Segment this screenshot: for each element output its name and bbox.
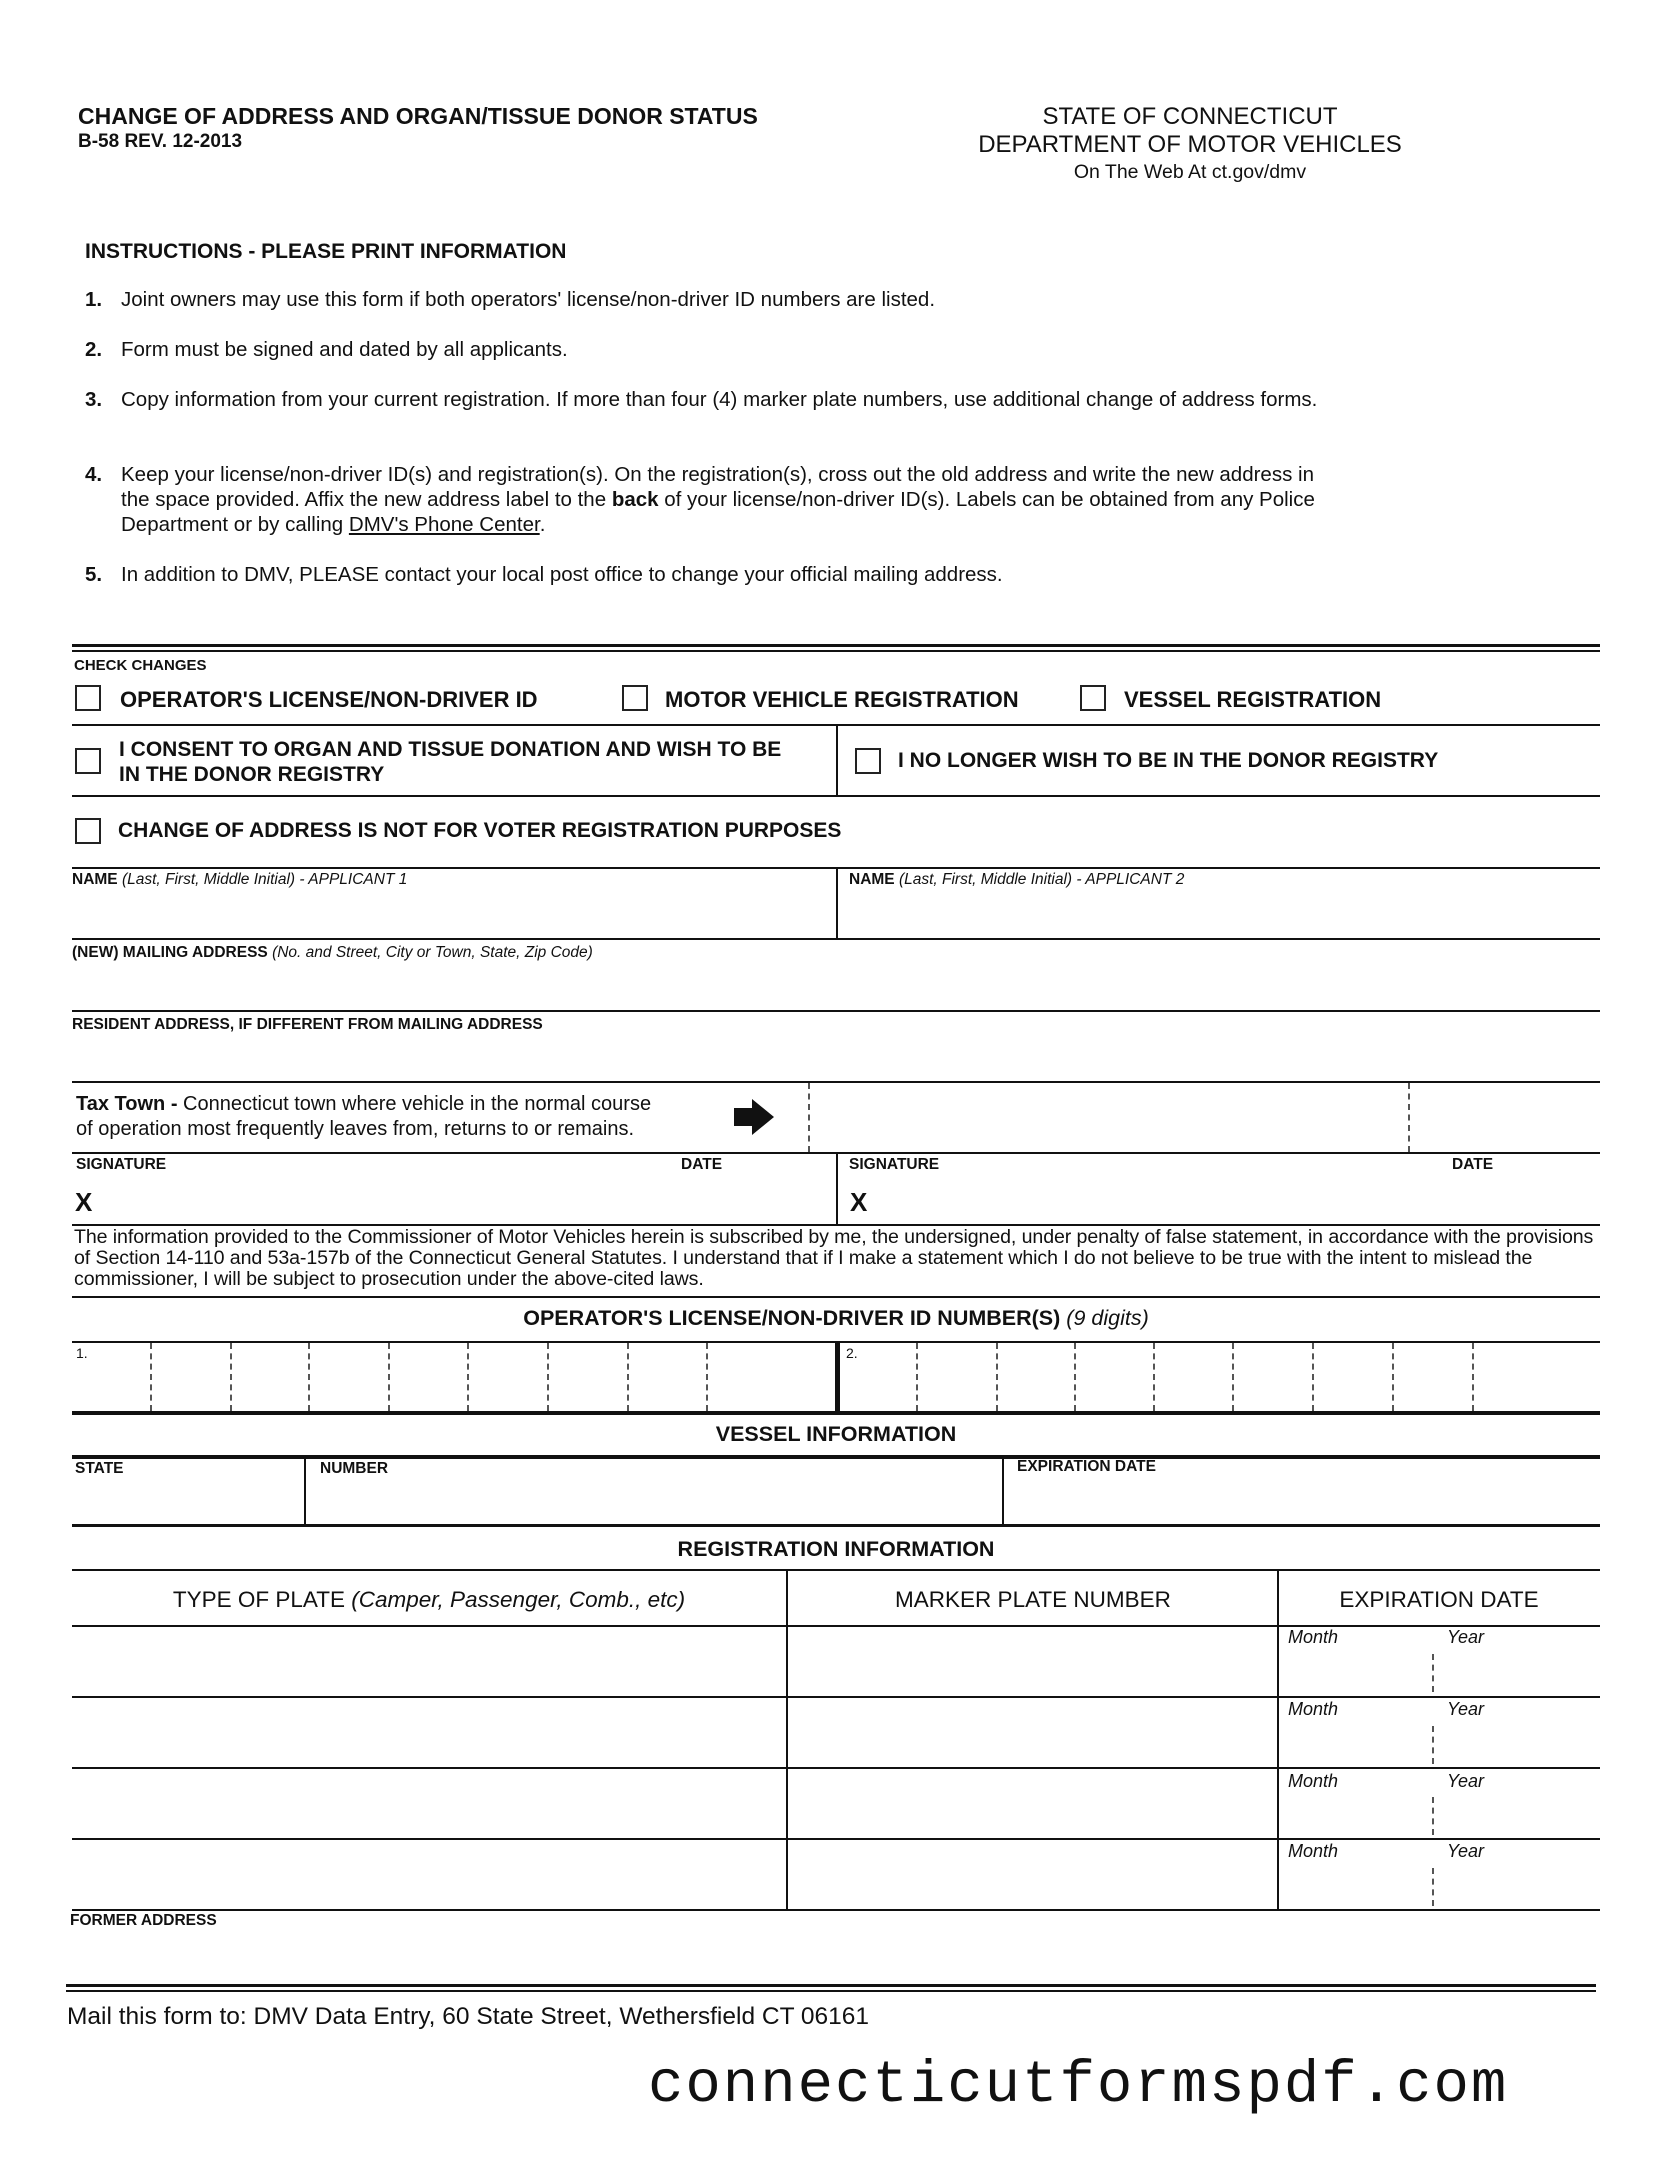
plate-type-input[interactable] [74, 1841, 782, 1907]
marker-plate-input[interactable] [790, 1770, 1274, 1836]
motor-vehicle-checkbox[interactable] [622, 685, 648, 711]
signature-2-label: SIGNATURE [849, 1156, 940, 1173]
vessel-state-label: STATE [75, 1460, 124, 1477]
expiration-year-input[interactable] [1436, 1650, 1596, 1694]
expiration-month-input[interactable] [1282, 1864, 1428, 1908]
expiration-month-input[interactable] [1282, 1722, 1428, 1766]
department-name: DEPARTMENT OF MOTOR VEHICLES [978, 131, 1402, 158]
signature-1-input[interactable] [105, 1176, 665, 1220]
license-2-input[interactable] [842, 1360, 1598, 1410]
expiration-year-input[interactable] [1436, 1722, 1596, 1766]
form-number: B-58 REV. 12-2013 [78, 131, 243, 152]
month-label: Month [1288, 1771, 1339, 1791]
license-numbers-heading: OPERATOR'S LICENSE/NON-DRIVER ID NUMBER(S) (9 digits) [523, 1306, 1149, 1330]
donor-remove-checkbox[interactable] [855, 748, 881, 774]
vessel-heading: VESSEL INFORMATION [715, 1422, 957, 1446]
resident-address-label: RESIDENT ADDRESS, IF DIFFERENT FROM MAILING ADDRESS [72, 1016, 543, 1033]
registration-heading: REGISTRATION INFORMATION [677, 1537, 995, 1561]
voter-checkbox[interactable] [75, 818, 101, 844]
license-2-label: 2. [846, 1345, 858, 1361]
license-1-input[interactable] [72, 1360, 834, 1410]
date-1-input[interactable] [670, 1176, 830, 1220]
year-label: Year [1447, 1627, 1485, 1647]
date-2-input[interactable] [1442, 1176, 1598, 1220]
license-1-label: 1. [76, 1345, 88, 1361]
name-applicant-1-input[interactable] [72, 890, 834, 936]
mailing-address-input[interactable] [72, 962, 1598, 1008]
expiration-header: EXPIRATION DATE [1339, 1587, 1539, 1612]
signature-1-label: SIGNATURE [76, 1156, 167, 1173]
signature-2-mark: X [850, 1187, 868, 1217]
date-1-label: DATE [681, 1156, 723, 1173]
month-label: Month [1288, 1841, 1339, 1861]
plate-type-input[interactable] [74, 1628, 782, 1694]
vessel-expiration-label: EXPIRATION DATE [1017, 1458, 1156, 1475]
date-2-label: DATE [1452, 1156, 1494, 1173]
phone-center-link[interactable]: DMV's Phone Center [348, 513, 540, 536]
donor-consent-checkbox[interactable] [75, 748, 101, 774]
former-address-label: FORMER ADDRESS [70, 1912, 217, 1929]
mail-to-address: Mail this form to: DMV Data Entry, 60 State Street, Wethersfield CT 06161 [67, 2003, 870, 2030]
check-changes-label: CHECK CHANGES [74, 657, 207, 674]
web-link[interactable]: ct.gov/dmv [1211, 161, 1307, 183]
state-name: STATE OF CONNECTICUT [1042, 103, 1338, 130]
name-applicant-2-input[interactable] [840, 890, 1598, 936]
donor-remove-label: I NO LONGER WISH TO BE IN THE DONOR REGISTRY [898, 749, 1439, 772]
signature-2-input[interactable] [880, 1176, 1440, 1220]
web-address: On The Web At ct.gov/dmv [1073, 161, 1307, 183]
vessel-checkbox[interactable] [1080, 685, 1106, 711]
expiration-month-input[interactable] [1282, 1793, 1428, 1837]
motor-vehicle-label: MOTOR VEHICLE REGISTRATION [665, 687, 1019, 712]
instruction-item: 5. In addition to DMV, PLEASE contact your local post office to change your official mailing address. [85, 563, 1003, 586]
plate-type-header: TYPE OF PLATE (Camper, Passenger, Comb., etc) [172, 1587, 686, 1612]
plate-type-input[interactable] [74, 1770, 782, 1836]
tax-town-input[interactable] [812, 1086, 1404, 1148]
marker-plate-input[interactable] [790, 1628, 1274, 1694]
marker-plate-input[interactable] [790, 1699, 1274, 1765]
instruction-item: 3. Copy information from your current registration. If more than four (4) marker plate numbers, use additional change of address forms. [85, 388, 1318, 411]
resident-address-input[interactable] [72, 1034, 1598, 1080]
donor-consent-label: I CONSENT TO ORGAN AND TISSUE DONATION AND WISH TO BE IN THE DONOR REGISTRY [119, 738, 782, 786]
vessel-number-input[interactable] [308, 1478, 998, 1524]
vessel-label: VESSEL REGISTRATION [1124, 687, 1382, 712]
expiration-month-input[interactable] [1282, 1650, 1428, 1694]
year-label: Year [1447, 1841, 1485, 1861]
year-label: Year [1447, 1771, 1485, 1791]
marker-plate-input[interactable] [790, 1841, 1274, 1907]
month-label: Month [1288, 1627, 1339, 1647]
tax-town-description: Tax Town - Connecticut town where vehicle in the normal course of operation most frequently leaves from, returns to or remains. [76, 1093, 652, 1140]
legal-statement: The information provided to the Commissioner of Motor Vehicles herein is subscribed by me, the undersigned, under penalty of false statement, in accordance with the provisions of Section 14-110 and 53a-157b of the Connecticut General Statutes. I understand that if I make a statement which I do not believe to be true with the intent to mislead the commissioner, I will be subject to prosecution under the above-cited laws. [74, 1226, 1594, 1290]
vessel-number-label: NUMBER [320, 1460, 389, 1477]
form-title: CHANGE OF ADDRESS AND ORGAN/TISSUE DONOR STATUS [78, 103, 758, 129]
plate-type-input[interactable] [74, 1699, 782, 1765]
expiration-year-input[interactable] [1436, 1864, 1596, 1908]
year-label: Year [1447, 1699, 1485, 1719]
instruction-item: 1. Joint owners may use this form if both operators' license/non-driver ID numbers are listed. [85, 288, 936, 311]
marker-plate-header: MARKER PLATE NUMBER [895, 1587, 1171, 1612]
month-label: Month [1288, 1699, 1339, 1719]
site-watermark: connecticutformspdf.com [648, 2052, 1509, 2119]
operators-license-label: OPERATOR'S LICENSE/NON-DRIVER ID [120, 687, 538, 712]
signature-1-mark: X [75, 1187, 93, 1217]
voter-label: CHANGE OF ADDRESS IS NOT FOR VOTER REGISTRATION PURPOSES [118, 819, 842, 842]
mailing-address-label: (NEW) MAILING ADDRESS (No. and Street, City or Town, State, Zip Code) [72, 944, 593, 961]
operators-license-checkbox[interactable] [75, 685, 101, 711]
instruction-item: 4. Keep your license/non-driver ID(s) and registration(s). On the registration(s), cross out the old address and write the new address in the space provided. Affix the new address label to the back of your license/non-driver ID(s). Labels can be obtained from any Police Department or by calling DMV's Phone Center. [85, 463, 1315, 536]
vessel-expiration-input[interactable] [1006, 1478, 1598, 1524]
expiration-year-input[interactable] [1436, 1793, 1596, 1837]
arrow-right-icon [732, 1098, 776, 1136]
instruction-item: 2. Form must be signed and dated by all applicants. [85, 338, 568, 361]
former-address-input[interactable] [72, 1932, 1598, 1978]
name-applicant-2-label: NAME (Last, First, Middle Initial) - APPLICANT 2 [849, 871, 1185, 888]
instructions-heading: INSTRUCTIONS - PLEASE PRINT INFORMATION [85, 240, 567, 263]
name-applicant-1-label: NAME (Last, First, Middle Initial) - APPLICANT 1 [72, 871, 408, 888]
vessel-state-input[interactable] [74, 1478, 300, 1524]
